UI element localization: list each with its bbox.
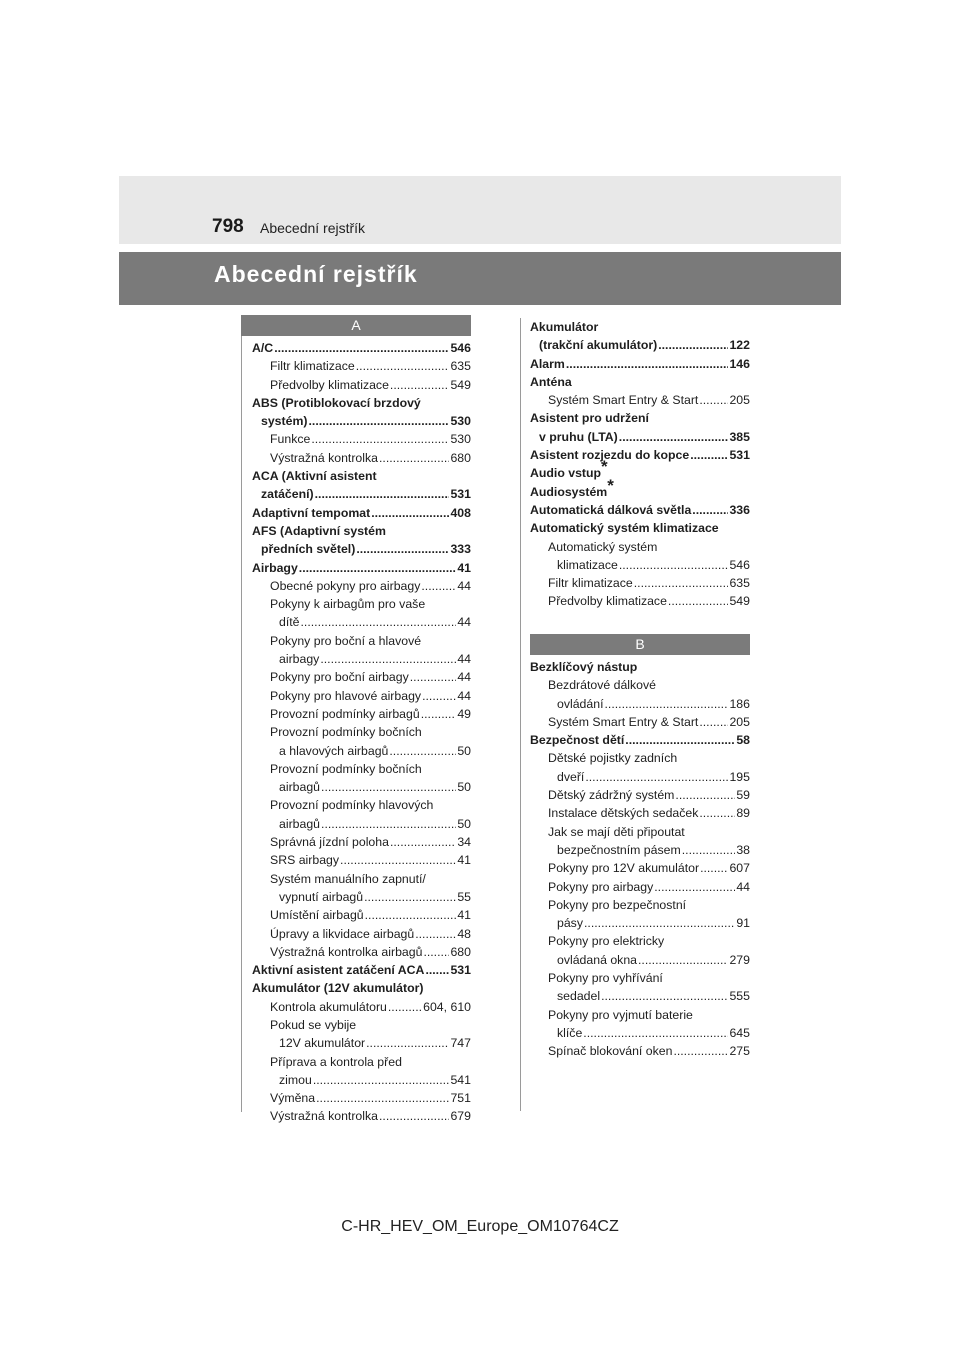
dot-leader — [321, 815, 456, 833]
dot-leader — [673, 1042, 728, 1060]
index-page-ref: 530 — [450, 432, 471, 447]
dot-leader — [364, 888, 456, 906]
index-entry — [252, 1089, 471, 1107]
index-page-ref: 50 — [457, 743, 471, 758]
index-page-ref: 530 — [450, 414, 471, 429]
index-entry-text: Příprava a kontrola před — [270, 1054, 402, 1069]
index-entry — [252, 485, 471, 503]
index-entry — [530, 914, 750, 932]
index-page-ref: 55 — [457, 889, 471, 904]
index-column-right-bottom — [530, 658, 750, 1061]
index-entry — [530, 859, 750, 877]
index-entry-text: Systém Smart Entry & Start — [548, 393, 699, 408]
index-entry-text: Asistent pro udržení — [530, 411, 649, 426]
index-entry — [252, 1053, 471, 1071]
index-entry — [530, 676, 750, 694]
dot-leader — [371, 504, 449, 522]
index-entry-text: Automatický systém klimatizace — [530, 521, 719, 536]
index-entry — [530, 841, 750, 859]
index-entry-text: Pokyny pro boční a hlavové — [270, 633, 422, 648]
index-page-ref: 680 — [450, 944, 471, 959]
index-entry-text: klíče — [557, 1025, 583, 1040]
index-entry-text: Akumulátor (12V akumulátor) — [252, 981, 424, 996]
index-entry-text: Pokyny pro vyhřívání — [548, 971, 663, 986]
index-column-right-top — [530, 318, 750, 611]
index-entry — [252, 870, 471, 888]
running-head: Abecední rejstřík — [260, 220, 366, 236]
index-entry-text: Obecné pokyny pro airbagy — [270, 578, 421, 593]
index-page-ref: 50 — [457, 780, 471, 795]
index-entry — [252, 906, 471, 924]
index-entry — [252, 613, 471, 631]
dot-leader — [583, 1024, 728, 1042]
index-entry-text: Systém manuálního zapnutí/ — [270, 871, 426, 886]
index-page-ref: 58 — [736, 733, 750, 748]
index-column-left — [252, 339, 471, 1126]
index-page-ref: 546 — [450, 341, 471, 355]
dot-leader — [675, 786, 735, 804]
dot-leader — [389, 742, 456, 760]
index-entry — [530, 768, 750, 786]
dot-leader — [668, 592, 729, 610]
index-entry — [530, 804, 750, 822]
index-entry-text: Instalace dětských sedaček — [548, 806, 699, 821]
index-entry-text: Automatický systém — [548, 539, 658, 554]
index-page-ref: 385 — [729, 429, 750, 444]
index-page-ref: 549 — [450, 377, 471, 392]
index-entry-text: Audio vstup — [530, 466, 602, 481]
index-entry — [252, 778, 471, 796]
index-entry — [530, 1006, 750, 1024]
index-entry — [252, 888, 471, 906]
index-entry — [252, 943, 471, 961]
footnote-star: * — [607, 475, 614, 495]
index-entry-text: dítě — [279, 615, 300, 630]
index-page-ref: 546 — [729, 557, 750, 572]
index-page-ref: 333 — [450, 542, 471, 557]
index-entry — [252, 796, 471, 814]
dot-leader — [422, 687, 456, 705]
index-page-ref: 680 — [450, 450, 471, 465]
index-entry-text: Filtr klimatizace — [270, 359, 355, 374]
dot-leader — [584, 914, 735, 932]
index-page-ref: 44 — [457, 670, 471, 685]
index-entry — [252, 925, 471, 943]
dot-leader — [415, 925, 456, 943]
section-header-b: B — [530, 634, 750, 655]
dot-leader — [311, 430, 449, 448]
index-page-ref: 195 — [729, 769, 750, 784]
index-entry — [252, 632, 471, 650]
index-entry-text: v pruhu (LTA) — [539, 429, 618, 444]
dot-leader — [315, 485, 450, 503]
dot-leader — [699, 391, 728, 409]
dot-leader — [601, 987, 728, 1005]
dot-leader — [634, 574, 729, 592]
index-entry — [252, 1034, 471, 1052]
index-entry — [530, 786, 750, 804]
index-page-ref: 679 — [450, 1109, 471, 1124]
index-entry — [530, 878, 750, 896]
index-entry — [252, 412, 471, 430]
index-page-ref: 44 — [457, 615, 471, 630]
index-page-ref: 604, 610 — [423, 999, 471, 1014]
index-entry-text: Výstražná kontrolka airbagů — [270, 944, 423, 959]
dot-leader — [566, 355, 729, 373]
index-entry-text: Pokud se vybije — [270, 1017, 357, 1032]
dot-leader — [619, 428, 729, 446]
index-entry — [252, 815, 471, 833]
column-divider-middle — [520, 318, 521, 1111]
index-entry-text: Výstražná kontrolka — [270, 1109, 378, 1124]
index-entry-text: klimatizace — [557, 557, 618, 572]
footnote-star: * — [601, 457, 608, 477]
dot-leader — [379, 449, 449, 467]
index-entry-text: AFS (Adaptivní systém — [252, 523, 386, 538]
dot-leader — [390, 833, 456, 851]
dot-leader — [410, 668, 457, 686]
index-page-ref: 89 — [736, 806, 750, 821]
index-entry-text: Pokyny pro 12V akumulátor — [548, 861, 700, 876]
index-entry-text: Bezdrátové dálkové — [548, 678, 657, 693]
index-entry-text: Pokyny pro airbagy — [548, 879, 654, 894]
index-entry-text: A/C — [252, 341, 274, 355]
dot-leader — [619, 556, 729, 574]
index-page-ref: 275 — [729, 1044, 750, 1059]
index-entry-text: Asistent rozjezdu do kopce — [530, 448, 690, 463]
index-entry — [530, 951, 750, 969]
dot-leader — [682, 841, 736, 859]
index-page-ref: 531 — [450, 487, 471, 502]
index-entry-text: Funkce — [270, 432, 311, 447]
dot-leader — [690, 446, 728, 464]
index-page-ref: 549 — [729, 594, 750, 609]
dot-leader — [356, 357, 450, 375]
dot-leader — [321, 778, 456, 796]
index-entry-text: Pokyny pro elektricky — [548, 934, 665, 949]
index-entry-text: Provozní podmínky hlavových — [270, 798, 434, 813]
index-entry-text: SRS airbagy — [270, 853, 340, 868]
index-entry-text: Pokyny k airbagům pro vaše — [270, 597, 426, 612]
index-entry — [530, 538, 750, 556]
dot-leader — [625, 731, 735, 749]
index-entry-text: Spínač blokování oken — [548, 1044, 673, 1059]
dot-leader — [313, 1071, 450, 1089]
index-entry-text: Pokyny pro boční airbagy — [270, 670, 409, 685]
index-entry-text: Pokyny pro hlavové airbagy — [270, 688, 422, 703]
column-divider-left — [241, 336, 242, 1112]
dot-leader — [320, 650, 456, 668]
dot-leader — [700, 859, 728, 877]
index-entry — [252, 742, 471, 760]
index-entry-text: Pokyny pro vyjmutí baterie — [548, 1007, 693, 1022]
index-entry — [252, 760, 471, 778]
index-page-ref: 146 — [729, 356, 750, 371]
index-entry — [530, 457, 750, 482]
index-entry — [252, 559, 471, 577]
index-page-ref: 34 — [457, 835, 471, 850]
index-page-ref: 122 — [729, 338, 750, 353]
index-entry-text: Anténa — [530, 374, 572, 389]
index-page-ref: 336 — [729, 502, 750, 517]
index-entry-text: zatáčení) — [261, 487, 314, 502]
index-entry — [252, 339, 471, 357]
index-page-ref: 38 — [736, 842, 750, 857]
index-entry — [530, 987, 750, 1005]
index-page-ref: 41 — [457, 908, 471, 923]
dot-leader — [308, 412, 449, 430]
index-entry-text: ABS (Protiblokovací brzdový — [252, 395, 421, 410]
section-header-a: A — [241, 315, 471, 336]
dot-leader — [421, 705, 457, 723]
index-entry-text: Předvolby klimatizace — [548, 594, 667, 609]
index-entry — [530, 574, 750, 592]
index-entry — [530, 373, 750, 391]
index-page-ref: 408 — [450, 505, 471, 520]
index-entry-text: sedadel — [557, 989, 601, 1004]
index-entry-text: airbagů — [279, 780, 321, 795]
index-page-ref: 205 — [729, 393, 750, 408]
index-entry — [530, 446, 750, 464]
index-entry — [252, 595, 471, 613]
index-entry — [252, 504, 471, 522]
index-entry-text: Výstražná kontrolka — [270, 450, 378, 465]
index-entry — [252, 449, 471, 467]
dot-leader — [366, 1034, 449, 1052]
index-entry — [530, 391, 750, 409]
index-page-ref: 50 — [457, 816, 471, 831]
index-entry-text: Dětské pojistky zadních — [548, 751, 678, 766]
index-entry-text: Bezpečnost dětí — [530, 733, 625, 748]
index-entry — [530, 658, 750, 676]
dot-leader — [421, 577, 456, 595]
dot-leader — [638, 951, 728, 969]
dot-leader — [692, 501, 728, 519]
index-entry — [530, 1042, 750, 1060]
index-entry — [252, 851, 471, 869]
index-entry-text: Provozní podmínky bočních — [270, 761, 422, 776]
index-entry — [530, 695, 750, 713]
index-entry-text: Jak se mají děti připoutat — [548, 824, 685, 839]
index-entry-text: Alarm — [530, 356, 565, 371]
index-entry — [252, 705, 471, 723]
index-entry — [530, 896, 750, 914]
index-page-ref: 645 — [729, 1025, 750, 1040]
index-page-ref: 41 — [457, 560, 471, 575]
index-entry — [530, 501, 750, 519]
index-entry — [530, 749, 750, 767]
index-entry-text: Aktivní asistent zatáčení ACA — [252, 963, 425, 978]
index-page-ref: 279 — [729, 952, 750, 967]
index-entry — [252, 430, 471, 448]
index-entry-text: airbagy — [279, 652, 320, 667]
index-page-ref: 751 — [450, 1091, 471, 1106]
index-entry — [252, 979, 471, 997]
index-entry — [252, 833, 471, 851]
index-entry-text: dveří — [557, 769, 585, 784]
dot-leader — [388, 998, 422, 1016]
index-entry-text: Umístění airbagů — [270, 908, 364, 923]
dot-leader — [605, 695, 729, 713]
index-page-ref: 186 — [729, 696, 750, 711]
dot-leader — [356, 540, 449, 558]
index-page-ref: 91 — [736, 916, 750, 931]
index-entry — [530, 713, 750, 731]
index-entry — [530, 592, 750, 610]
index-entry-text: 12V akumulátor — [279, 1036, 366, 1051]
index-entry — [252, 376, 471, 394]
index-entry — [530, 519, 750, 537]
index-entry — [252, 540, 471, 558]
index-entry — [252, 522, 471, 540]
index-page-ref: 635 — [729, 576, 750, 591]
index-entry — [530, 355, 750, 373]
index-entry-text: předních světel) — [261, 542, 356, 557]
index-entry — [252, 1016, 471, 1034]
index-entry-text: zimou — [279, 1072, 312, 1087]
dot-leader — [299, 559, 457, 577]
index-page-ref: 44 — [736, 879, 750, 894]
page-number: 798 — [212, 216, 244, 237]
index-entry — [530, 1024, 750, 1042]
dot-leader — [699, 713, 728, 731]
index-page-ref: 747 — [450, 1036, 471, 1051]
dot-leader — [365, 906, 457, 924]
index-entry — [530, 932, 750, 950]
index-page-ref: 41 — [457, 853, 471, 868]
dot-leader — [340, 851, 456, 869]
index-page-ref: 607 — [729, 861, 750, 876]
index-entry — [252, 650, 471, 668]
index-entry — [252, 467, 471, 485]
index-entry-text: vypnutí airbagů — [279, 889, 364, 904]
index-entry — [252, 357, 471, 375]
index-entry-text: Úpravy a likvidace airbagů — [270, 926, 415, 941]
index-entry-text: Předvolby klimatizace — [270, 377, 389, 392]
index-entry-text: Dětský zádržný systém — [548, 788, 675, 803]
index-entry-text: bezpečnostním pásem — [557, 842, 681, 857]
index-entry-text: (trakční akumulátor) — [539, 338, 658, 353]
index-page-ref: 531 — [729, 448, 750, 463]
index-entry-text: systém) — [261, 414, 308, 429]
index-entry — [252, 1071, 471, 1089]
dot-leader — [658, 336, 728, 354]
index-entry-text: Provozní podmínky bočních — [270, 725, 422, 740]
index-entry — [252, 723, 471, 741]
index-page-ref: 44 — [457, 688, 471, 703]
dot-leader — [585, 768, 728, 786]
index-page-ref: 59 — [736, 788, 750, 803]
index-entry — [252, 577, 471, 595]
index-entry-text: ovládání — [557, 696, 604, 711]
index-entry — [530, 731, 750, 749]
index-entry-text: Systém Smart Entry & Start — [548, 714, 699, 729]
index-entry-text: a hlavových airbagů — [279, 743, 389, 758]
index-entry-text: Filtr klimatizace — [548, 576, 633, 591]
index-entry — [530, 336, 750, 354]
index-entry-text: Bezklíčový nástup — [530, 660, 638, 674]
dot-leader — [699, 804, 735, 822]
index-page-ref: 541 — [450, 1072, 471, 1087]
index-entry — [252, 1107, 471, 1125]
index-page-ref: 49 — [457, 706, 471, 721]
index-entry — [530, 475, 750, 501]
document-footer: C-HR_HEV_OM_Europe_OM10764CZ — [341, 1218, 619, 1235]
dot-leader — [425, 961, 449, 979]
index-page-ref: 531 — [450, 963, 471, 978]
index-entry-text: Provozní podmínky airbagů — [270, 706, 420, 721]
dot-leader — [274, 339, 449, 357]
index-entry-text: Airbagy — [252, 560, 298, 575]
index-entry — [530, 428, 750, 446]
index-entry — [252, 394, 471, 412]
index-entry — [530, 969, 750, 987]
index-entry-text: ACA (Aktivní asistent — [252, 469, 377, 484]
index-entry-text: Správná jízdní poloha — [270, 835, 389, 850]
index-entry-text: pásy — [557, 916, 583, 931]
dot-leader — [301, 613, 457, 631]
dot-leader — [390, 376, 450, 394]
dot-leader — [654, 878, 735, 896]
dot-leader — [423, 943, 449, 961]
index-page-ref: 44 — [457, 578, 471, 593]
index-entry-text: Kontrola akumulátoru — [270, 999, 387, 1014]
index-page-ref: 48 — [457, 926, 471, 941]
index-page-ref: 635 — [450, 359, 471, 374]
index-entry-text: airbagů — [279, 816, 321, 831]
dot-leader — [316, 1089, 449, 1107]
index-entry — [530, 823, 750, 841]
index-entry — [530, 556, 750, 574]
index-entry — [530, 318, 750, 336]
index-entry-text: Pokyny pro bezpečnostní — [548, 897, 687, 912]
index-page-ref: 555 — [729, 989, 750, 1004]
index-entry-text: Akumulátor — [530, 320, 599, 334]
page-title: Abecední rejstřík — [214, 261, 418, 287]
index-entry — [252, 668, 471, 686]
index-entry-text: Automatická dálková světla — [530, 502, 692, 517]
index-entry — [252, 687, 471, 705]
index-page-ref: 205 — [729, 714, 750, 729]
dot-leader — [379, 1107, 449, 1125]
index-entry — [252, 998, 471, 1016]
index-entry-text: Výměna — [270, 1091, 316, 1106]
index-page-ref: 44 — [457, 652, 471, 667]
index-entry-text: Audiosystém — [530, 484, 608, 499]
index-entry-text: Adaptivní tempomat — [252, 505, 371, 520]
index-entry — [530, 409, 750, 427]
index-entry — [252, 961, 471, 979]
index-entry-text: ovládaná okna — [557, 952, 637, 967]
